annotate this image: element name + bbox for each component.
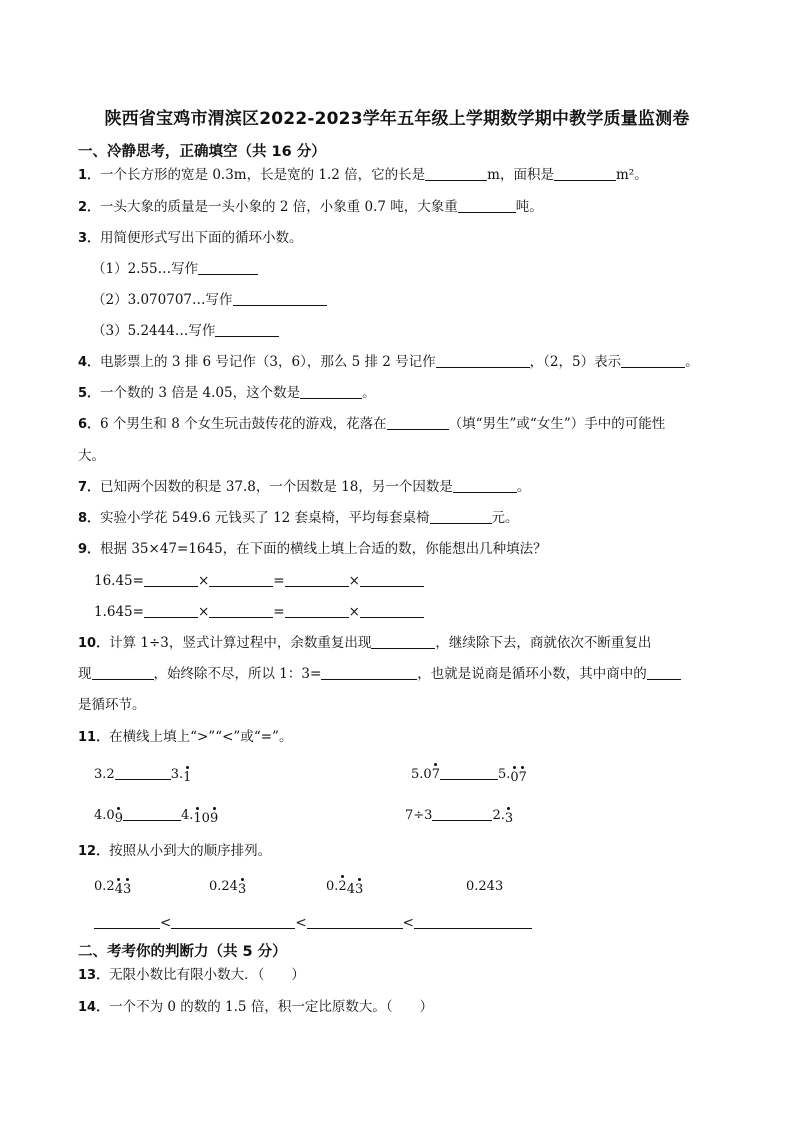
question-number: 8． bbox=[78, 511, 101, 526]
question-number: 3． bbox=[78, 231, 101, 246]
question-number: 11． bbox=[78, 730, 110, 745]
question-9-row-2: 1.645= × = × bbox=[94, 603, 424, 621]
question-3-item-3: （3）5.2444…写作 bbox=[92, 322, 279, 340]
answer-blank[interactable] bbox=[387, 415, 449, 430]
question-3: 3．用简便形式写出下面的循环小数。 bbox=[78, 230, 303, 246]
number-2: 0.243 bbox=[209, 879, 247, 897]
repeating-digit: 1 bbox=[193, 811, 202, 826]
answer-blank[interactable] bbox=[215, 322, 279, 337]
question-1: 1．一个长方形的宽是 0.3m，长是宽的 1.2 倍，它的长是 m，面积是 m²。 bbox=[78, 167, 648, 183]
repeating-digit: 3 bbox=[504, 811, 514, 826]
repeating-digit: 4 bbox=[114, 882, 123, 897]
question-6-continued: 大。 bbox=[78, 448, 105, 464]
answer-blank[interactable] bbox=[94, 914, 160, 929]
answer-blank[interactable] bbox=[171, 914, 295, 929]
question-3-item-2: （2）3.070707…写作 bbox=[92, 291, 327, 309]
compare-pair-4: 7÷3 2.3 bbox=[405, 808, 514, 826]
question-number: 9． bbox=[78, 542, 101, 557]
answer-blank[interactable] bbox=[371, 634, 435, 649]
repeating-digit: 9 bbox=[209, 811, 219, 826]
question-9: 9．根据 35×47=1645，在下面的横线上填上合适的数，你能想出几种填法？ bbox=[78, 541, 547, 557]
answer-blank[interactable] bbox=[414, 914, 532, 929]
answer-blank[interactable] bbox=[425, 166, 487, 181]
question-10-continued: 现 ，始终除不尽，所以 1：3= ，也就是说商是循环小数，其中商中的 bbox=[78, 665, 681, 683]
question-number: 10． bbox=[78, 636, 110, 651]
section-1-heading: 一、冷静思考，正确填空（共 16 分） bbox=[78, 144, 326, 160]
question-9-row-1: 16.45= × = × bbox=[94, 572, 424, 590]
answer-blank[interactable] bbox=[432, 806, 492, 821]
answer-blank[interactable] bbox=[307, 914, 403, 929]
question-6: 6．6 个男生和 8 个女生玩击鼓传花的游戏，花落在 （填“男生”或“女生”）手中的可能性 bbox=[78, 416, 666, 432]
question-5: 5．一个数的 3 倍是 4.05，这个数是 。 bbox=[78, 385, 376, 401]
repeating-digit: 3 bbox=[122, 882, 132, 897]
answer-blank[interactable] bbox=[647, 665, 681, 680]
question-2: 2．一头大象的质量是一头小象的 2 倍，小象重 0.7 吨，大象重 吨。 bbox=[78, 199, 543, 215]
question-10: 10．计算 1÷3，竖式计算过程中，余数重复出现 ，继续除下去，商就依次不断重复出 bbox=[78, 635, 652, 651]
compare-pair-1: 3.2 3.1 bbox=[94, 767, 192, 785]
answer-blank[interactable] bbox=[209, 603, 273, 618]
answer-blank[interactable] bbox=[198, 260, 258, 275]
answer-blank[interactable] bbox=[321, 665, 417, 680]
question-number: 12． bbox=[78, 844, 110, 859]
question-8: 8．实验小学花 549.6 元钱买了 12 套桌椅，平均每套桌椅 元。 bbox=[78, 510, 519, 526]
answer-blank[interactable] bbox=[92, 665, 154, 680]
answer-blank[interactable] bbox=[233, 291, 327, 306]
question-number: 2． bbox=[78, 200, 101, 215]
repeating-digit: 0 bbox=[510, 770, 519, 785]
answer-blank[interactable] bbox=[115, 765, 171, 780]
answer-blank[interactable] bbox=[458, 198, 516, 213]
answer-blank[interactable] bbox=[300, 384, 362, 399]
question-number: 4． bbox=[78, 355, 101, 370]
answer-blank[interactable] bbox=[144, 603, 198, 618]
repeating-digit: 1 bbox=[183, 770, 192, 785]
repeating-digit: 3 bbox=[354, 882, 364, 897]
repeating-digit: 9 bbox=[114, 811, 123, 826]
answer-blank[interactable] bbox=[144, 572, 198, 587]
answer-blank[interactable] bbox=[285, 572, 349, 587]
question-number: 7． bbox=[78, 480, 101, 495]
answer-blank[interactable] bbox=[436, 353, 530, 368]
answer-blank[interactable] bbox=[360, 603, 424, 618]
number-4: 0.243 bbox=[466, 879, 504, 894]
answer-blank[interactable] bbox=[209, 572, 273, 587]
answer-blank[interactable] bbox=[440, 765, 498, 780]
compare-pair-3: 4.09 4.109 bbox=[94, 808, 219, 826]
question-3-item-1: （1）2.55…写作 bbox=[92, 260, 258, 278]
question-number: 1． bbox=[78, 168, 101, 183]
compare-pair-2: 5.07 5.07 bbox=[411, 767, 527, 785]
question-10-end: 是循环节。 bbox=[78, 697, 146, 713]
question-number: 14． bbox=[78, 1000, 110, 1015]
answer-blank[interactable] bbox=[360, 572, 424, 587]
repeating-digit: 7 bbox=[431, 767, 440, 782]
question-11: 11．在横线上填上“>”“<”或“=”。 bbox=[78, 729, 293, 745]
question-number: 5． bbox=[78, 386, 101, 401]
answer-blank[interactable] bbox=[285, 603, 349, 618]
number-1: 0.243 bbox=[94, 879, 132, 897]
question-number: 13． bbox=[78, 968, 110, 983]
question-14: 14．一个不为 0 的数的 1.5 倍，积一定比原数大。（ ） bbox=[78, 999, 434, 1015]
section-2-heading: 二、考考你的判断力（共 5 分） bbox=[78, 944, 287, 960]
answer-blank[interactable] bbox=[453, 478, 517, 493]
repeating-digit: 2 bbox=[338, 879, 347, 894]
question-12: 12．按照从小到大的顺序排列。 bbox=[78, 843, 272, 859]
page-title: 陕西省宝鸡市渭滨区2022-2023学年五年级上学期数学期中教学质量监测卷 bbox=[104, 109, 690, 129]
question-4: 4．电影票上的 3 排 6 号记作（3，6），那么 5 排 2 号记作 ，（2，5）表示 。 bbox=[78, 354, 699, 370]
answer-blank[interactable] bbox=[430, 509, 492, 524]
ordering-row: < < < bbox=[94, 914, 532, 932]
repeating-digit: 7 bbox=[518, 770, 527, 785]
answer-blank[interactable] bbox=[554, 166, 616, 181]
question-13: 13．无限小数比有限小数大．（ ） bbox=[78, 967, 305, 983]
number-3: 0.243 bbox=[326, 879, 364, 897]
answer-blank[interactable] bbox=[123, 806, 181, 821]
answer-blank[interactable] bbox=[621, 353, 685, 368]
question-7: 7．已知两个因数的积是 37.8，一个因数是 18，另一个因数是 。 bbox=[78, 479, 531, 495]
question-number: 6． bbox=[78, 417, 101, 432]
repeating-digit: 3 bbox=[237, 882, 247, 897]
